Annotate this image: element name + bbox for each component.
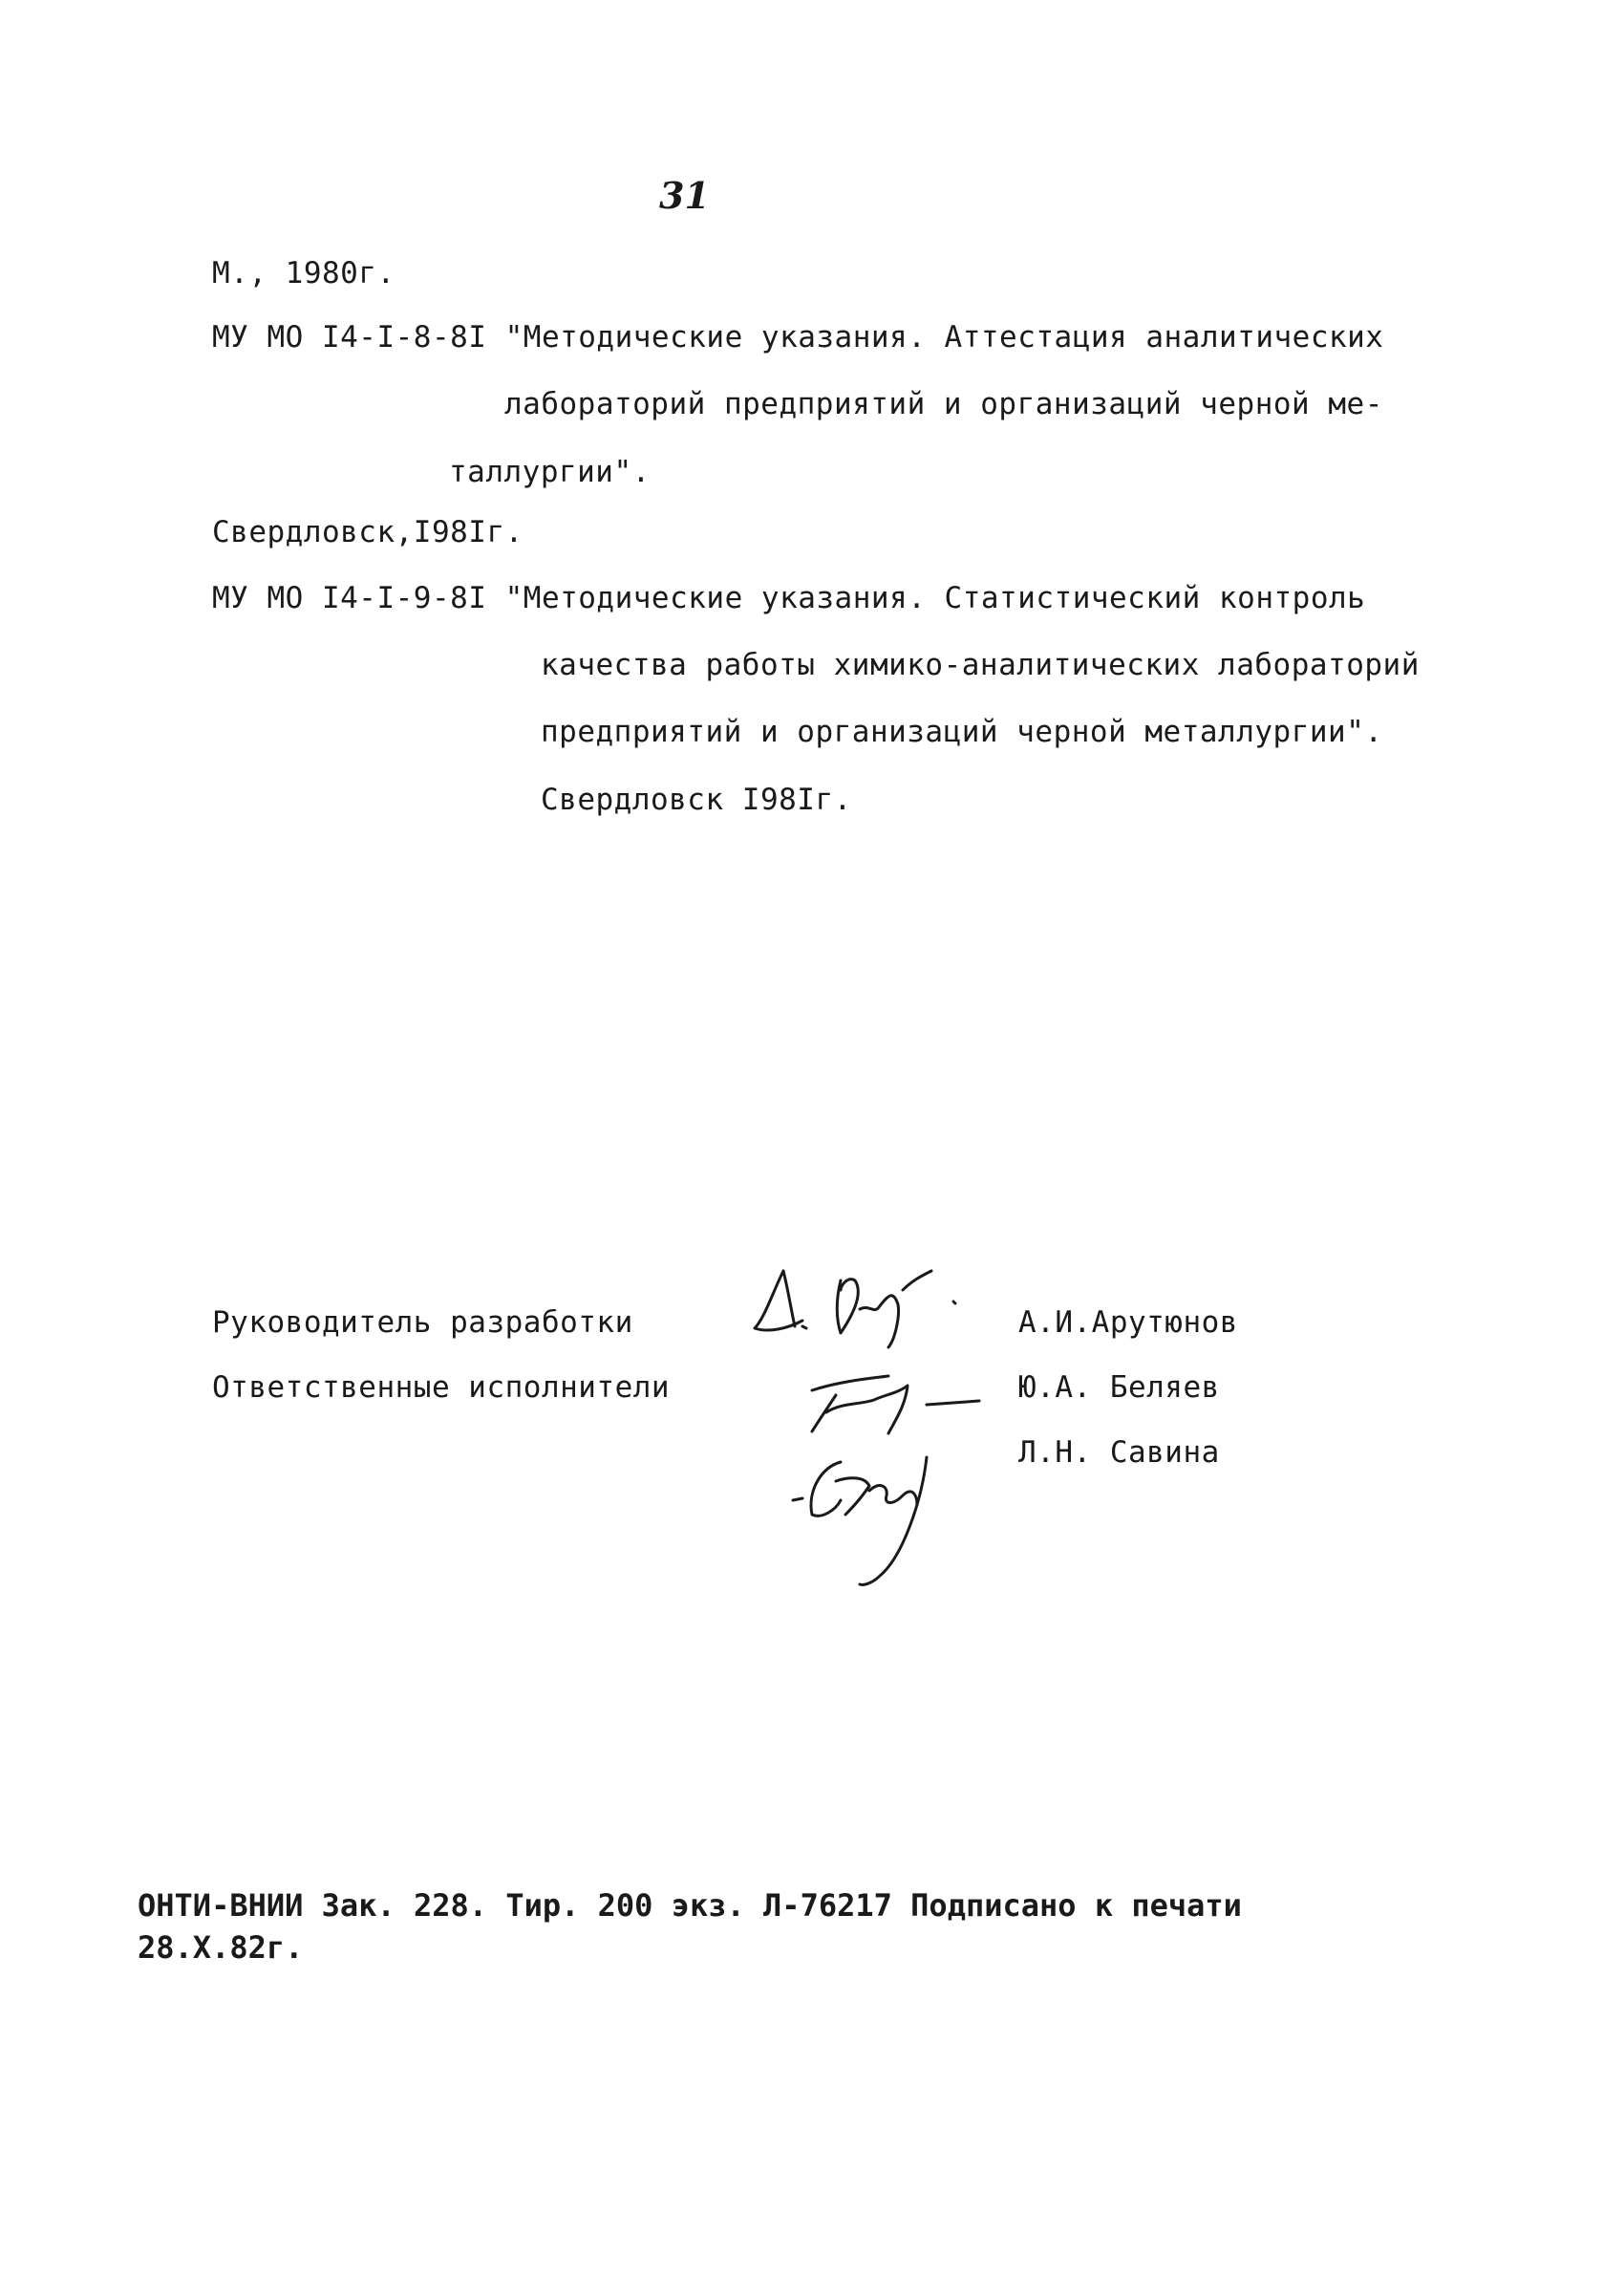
reference-line: Свердловск I98Iг.	[541, 783, 852, 817]
imprint-line: ОНТИ-ВНИИ Зак. 228. Тир. 200 экз. Л-76217 Подписано к печати	[138, 1887, 1242, 1924]
reference-line: лабораторий предприятий и организаций черной ме-	[504, 387, 1383, 421]
signature-executor-2	[783, 1443, 974, 1609]
reference-line: качества работы химико-аналитических лабораторий	[541, 648, 1420, 682]
page-number: 31	[659, 174, 710, 217]
reference-city-year: Свердловск,I98Iг.	[212, 515, 524, 549]
reference-city-year: М., 1980г.	[212, 256, 395, 290]
reference-line: предприятий и организаций черной металлургии".	[541, 715, 1383, 749]
head-label: Руководитель разработки	[212, 1305, 633, 1340]
executors-label: Ответственные исполнители	[212, 1370, 671, 1405]
executor-name: Ю.А. Беляев	[1018, 1370, 1220, 1405]
reference-line: МУ МО I4-I-8-8I "Методические указания. Аттестация аналитических	[212, 320, 1384, 355]
head-name: А.И.Арутюнов	[1018, 1305, 1238, 1340]
signature-executor-1	[783, 1366, 994, 1447]
imprint-line: 28.X.82г.	[138, 1929, 304, 1966]
reference-line: МУ МО I4-I-9-8I "Методические указания. Статистический контроль	[212, 581, 1366, 615]
reference-line: таллургии".	[449, 455, 651, 489]
executor-name: Л.Н. Савина	[1018, 1435, 1220, 1470]
signature-head	[745, 1252, 974, 1361]
